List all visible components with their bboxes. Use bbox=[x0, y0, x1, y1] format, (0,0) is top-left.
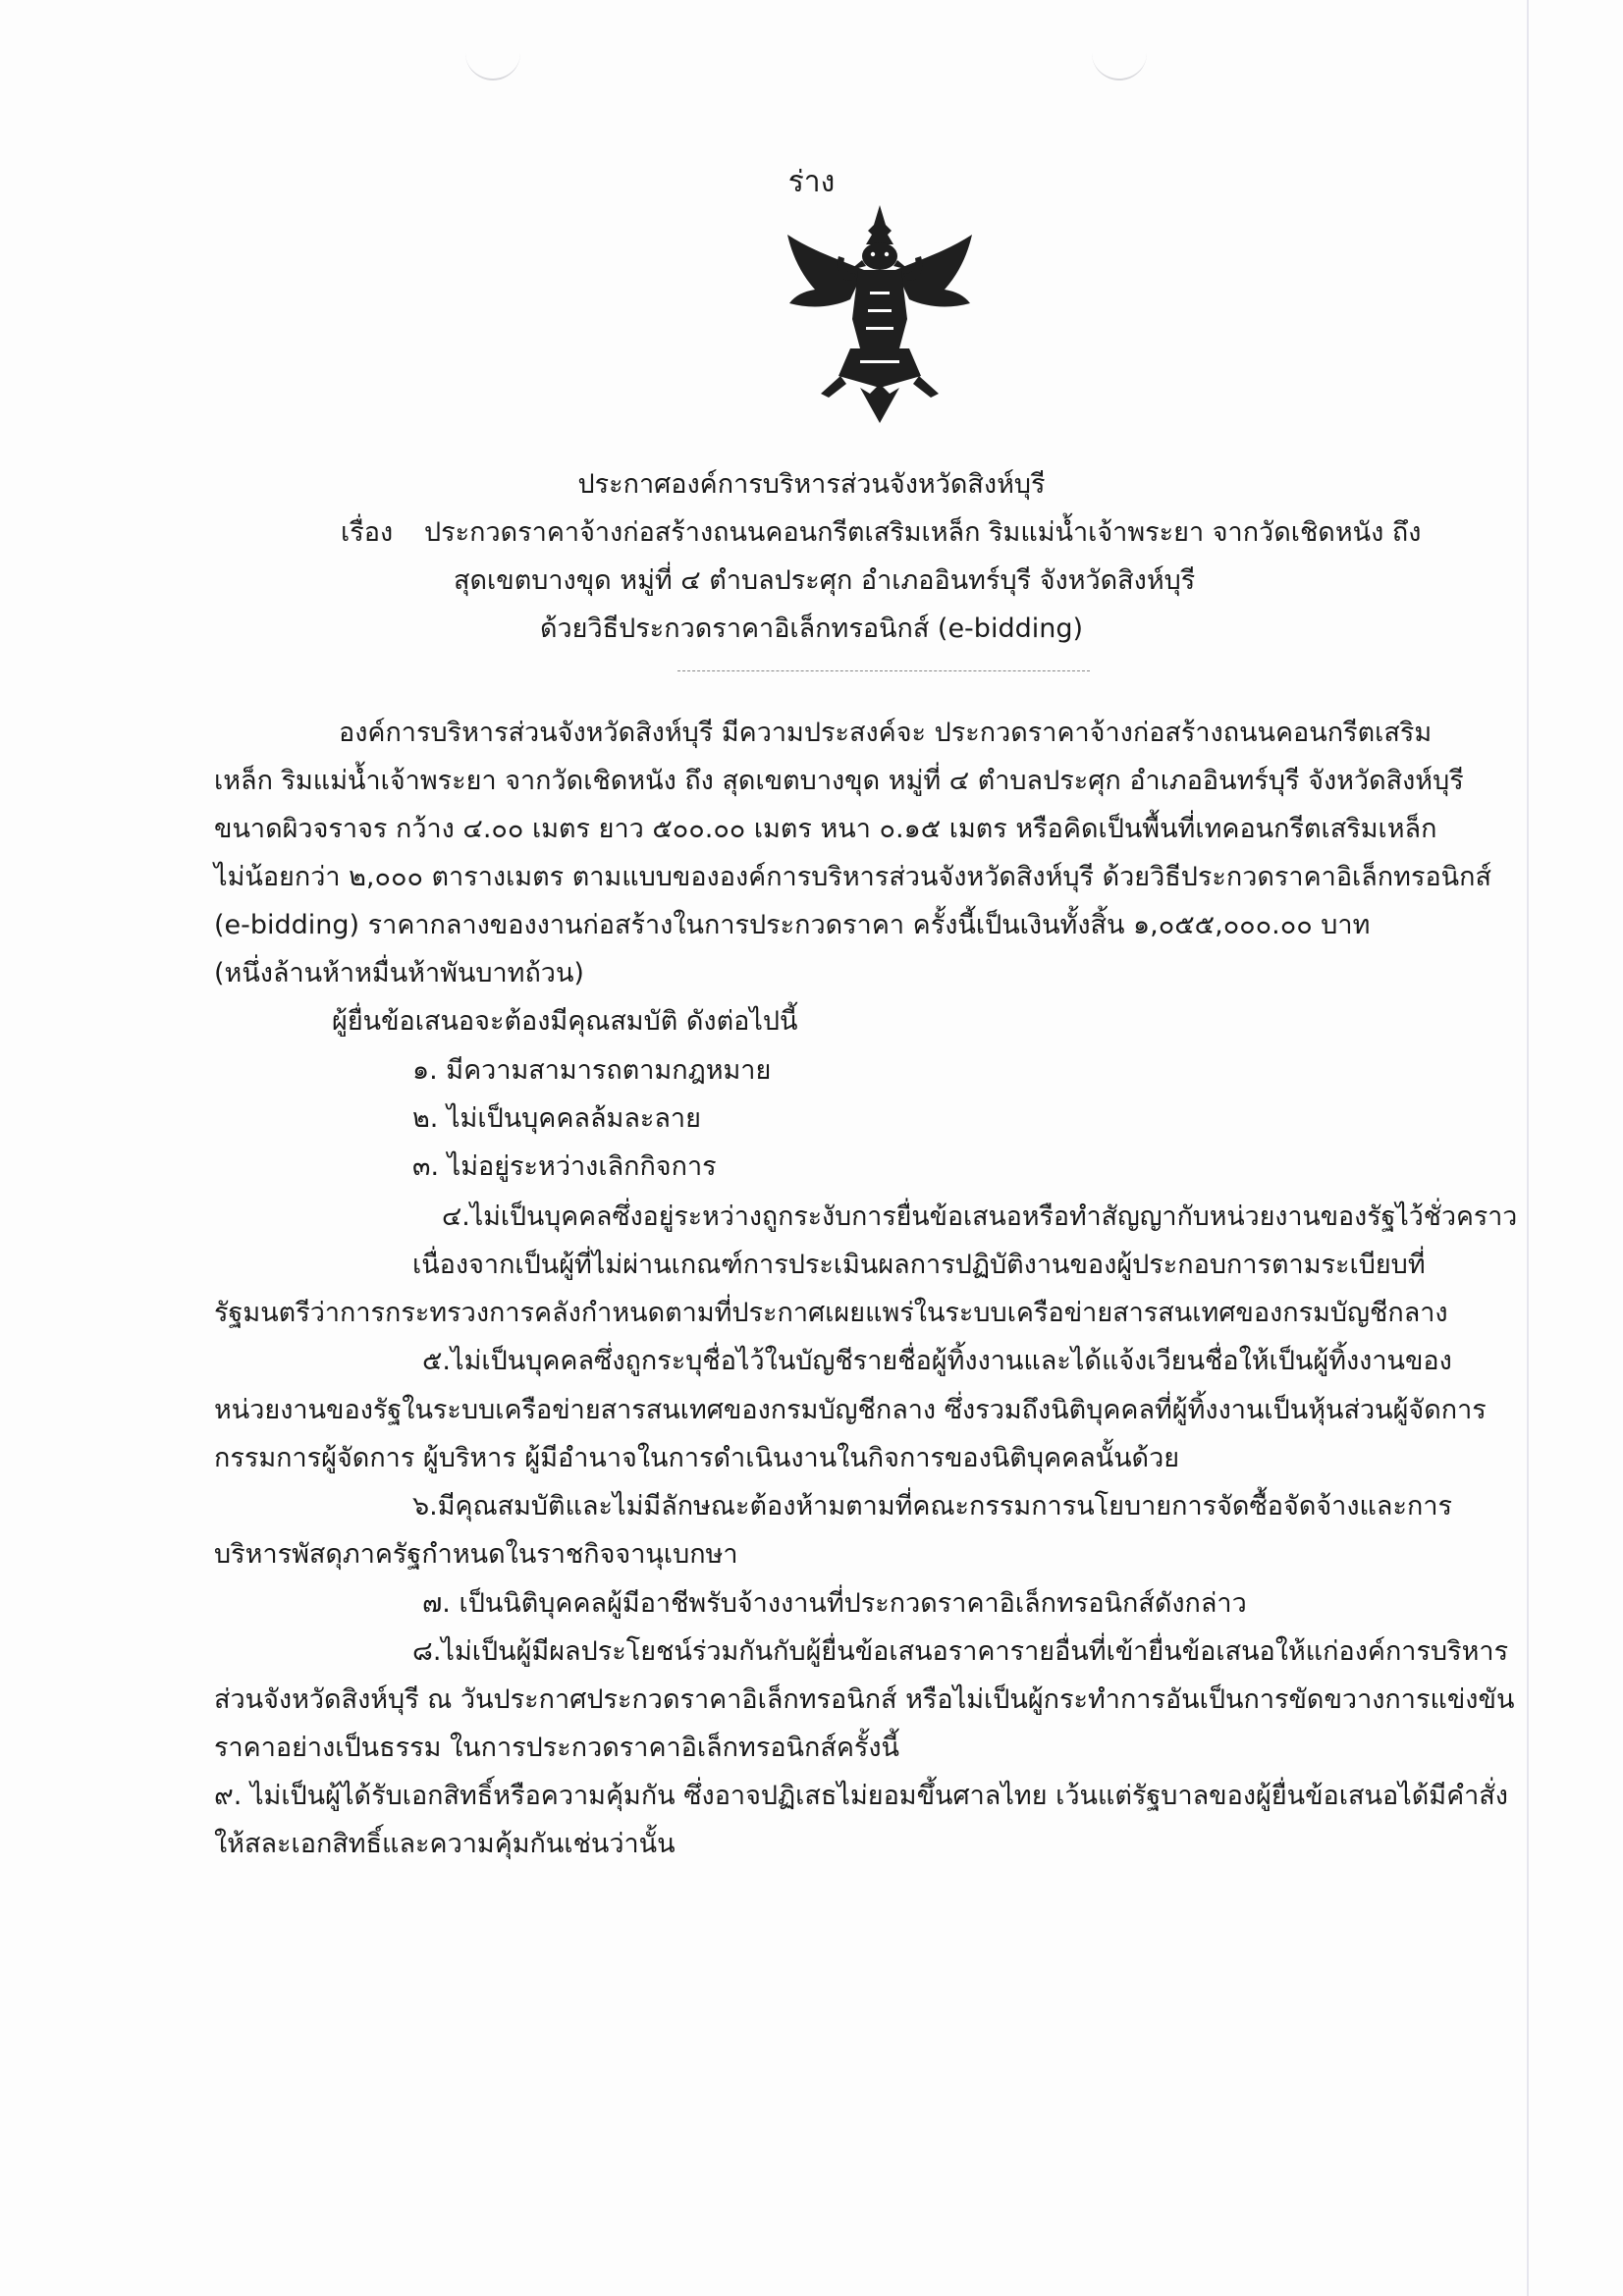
qualification-item: ๘.ไม่เป็นผู้มีผลประโยชน์ร่วมกันกับผู้ยื่นข้อเสนอราคารายอื่นที่เข้ายื่นข้อเสนอให้แก่องค์การบริหาร bbox=[412, 1636, 1509, 1667]
divider-line bbox=[677, 670, 1090, 671]
qualification-item: ๗. เป็นนิติบุคคลผู้มีอาชีพรับจ้างงานที่ประกวดราคาอิเล็กทรอนิกส์ดังกล่าว bbox=[422, 1588, 1247, 1619]
qualification-item: ๑. มีความสามารถตามกฎหมาย bbox=[412, 1055, 772, 1086]
qualification-item: ๒. ไม่เป็นบุคคลล้มละลาย bbox=[412, 1103, 701, 1134]
qualification-item: เนื่องจากเป็นผู้ที่ไม่ผ่านเกณฑ์การประเมินผลการปฏิบัติงานของผู้ประกอบการตามระเบียบที่ bbox=[412, 1250, 1426, 1280]
qualification-item: ส่วนจังหวัดสิงห์บุรี ณ วันประกาศประกวดราคาอิเล็กทรอนิกส์ หรือไม่เป็นผู้กระทำการอันเป็นการขัดขวางการแข่งขัน bbox=[214, 1684, 1515, 1715]
qualification-item: ๕.ไม่เป็นบุคคลซึ่งถูกระบุชื่อไว้ในบัญชีรายชื่อผู้ทิ้งงานและได้แจ้งเวียนชื่อให้เป็นผู้ทิ้งงานของ bbox=[422, 1346, 1452, 1376]
qualification-item: ๔.ไม่เป็นบุคคลซึ่งอยู่ระหว่างถูกระงับการยื่นข้อเสนอหรือทำสัญญากับหน่วยงานของรัฐไว้ชั่วคราว bbox=[442, 1201, 1518, 1232]
subject-label: เรื่อง bbox=[341, 517, 394, 548]
body-text-line: เหล็ก ริมแม่น้ำเจ้าพระยา จากวัดเชิดหนัง ถึง สุดเขตบางขุด หมู่ที่ ๔ ตำบลประศุก อำเภออินทร์บุรี จังหวัดสิงห์บุรี bbox=[214, 766, 1464, 796]
qualification-item: ๖.มีคุณสมบัติและไม่มีลักษณะต้องห้ามตามที่คณะกรรมการนโยบายการจัดซื้อจัดจ้างและการ bbox=[412, 1491, 1452, 1522]
qualification-heading: ผู้ยื่นข้อเสนอจะต้องมีคุณสมบัติ ดังต่อไปนี้ bbox=[332, 1006, 798, 1037]
body-text-line: องค์การบริหารส่วนจังหวัดสิงห์บุรี มีความประสงค์จะ ประกวดราคาจ้างก่อสร้างถนนคอนกรีตเสริม bbox=[339, 718, 1433, 748]
garuda-emblem-icon bbox=[782, 201, 978, 425]
page-edge-line bbox=[1527, 0, 1529, 2296]
draft-mark: ร่าง bbox=[787, 165, 836, 199]
subject-line: สุดเขตบางขุด หมู่ที่ ๔ ตำบลประศุก อำเภออินทร์บุรี จังหวัดสิงห์บุรี bbox=[454, 565, 1196, 596]
punch-hole-mark bbox=[1092, 51, 1147, 80]
qualification-item: ให้สละเอกสิทธิ์และความคุ้มกันเช่นว่านั้น bbox=[214, 1829, 676, 1859]
qualification-item: หน่วยงานของรัฐในระบบเครือข่ายสารสนเทศของกรมบัญชีกลาง ซึ่งรวมถึงนิติบุคคลที่ผู้ทิ้งงานเป็นหุ้นส่วนผู้จัดการ bbox=[214, 1395, 1487, 1425]
qualification-item: รัฐมนตรีว่าการกระทรวงการคลังกำหนดตามที่ประกาศเผยแพร่ในระบบเครือข่ายสารสนเทศของกรมบัญชีกลาง bbox=[214, 1298, 1448, 1328]
punch-hole-mark bbox=[465, 51, 520, 80]
body-text-line: (e-bidding) ราคากลางของงานก่อสร้างในการประกวดราคา ครั้งนี้เป็นเงินทั้งสิ้น ๑,๐๕๕,๐๐๐.๐๐ บาท bbox=[214, 910, 1371, 940]
subject-line: ประกวดราคาจ้างก่อสร้างถนนคอนกรีตเสริมเหล็ก ริมแม่น้ำเจ้าพระยา จากวัดเชิดหนัง ถึง bbox=[424, 517, 1422, 548]
qualification-item: ราคาอย่างเป็นธรรม ในการประกวดราคาอิเล็กทรอนิกส์ครั้งนี้ bbox=[214, 1733, 900, 1763]
body-text-line: (หนึ่งล้านห้าหมื่นห้าพันบาทถ้วน) bbox=[214, 958, 584, 988]
qualification-item: ๙. ไม่เป็นผู้ได้รับเอกสิทธิ์หรือความคุ้มกัน ซึ่งอาจปฏิเสธไม่ยอมขึ้นศาลไทย เว้นแต่รัฐบาลของผู้ยื่นข้อเสนอได้มีคำสั่ง bbox=[214, 1781, 1508, 1811]
subject-line: ด้วยวิธีประกวดราคาอิเล็กทรอนิกส์ (e-bidding) bbox=[539, 614, 1084, 644]
body-text-line: ไม่น้อยกว่า ๒,๐๐๐ ตารางเมตร ตามแบบขององค์การบริหารส่วนจังหวัดสิงห์บุรี ด้วยวิธีประกวดราคาอิเล็กทรอนิกส์ bbox=[214, 862, 1491, 892]
qualification-item: ๓. ไม่อยู่ระหว่างเลิกกิจการ bbox=[412, 1151, 717, 1182]
body-text-line: ขนาดผิวจราจร กว้าง ๔.๐๐ เมตร ยาว ๕๐๐.๐๐ เมตร หนา ๐.๑๕ เมตร หรือคิดเป็นพื้นที่เทคอนกรีตเสริมเหล็ก bbox=[214, 814, 1437, 844]
qualification-item: บริหารพัสดุภาครัฐกำหนดในราชกิจจานุเบกษา bbox=[214, 1539, 738, 1570]
announcement-org-line: ประกาศองค์การบริหารส่วนจังหวัดสิงห์บุรี bbox=[577, 469, 1046, 500]
qualification-item: กรรมการผู้จัดการ ผู้บริหาร ผู้มีอำนาจในการดำเนินงานในกิจการของนิติบุคคลนั้นด้วย bbox=[214, 1443, 1180, 1473]
